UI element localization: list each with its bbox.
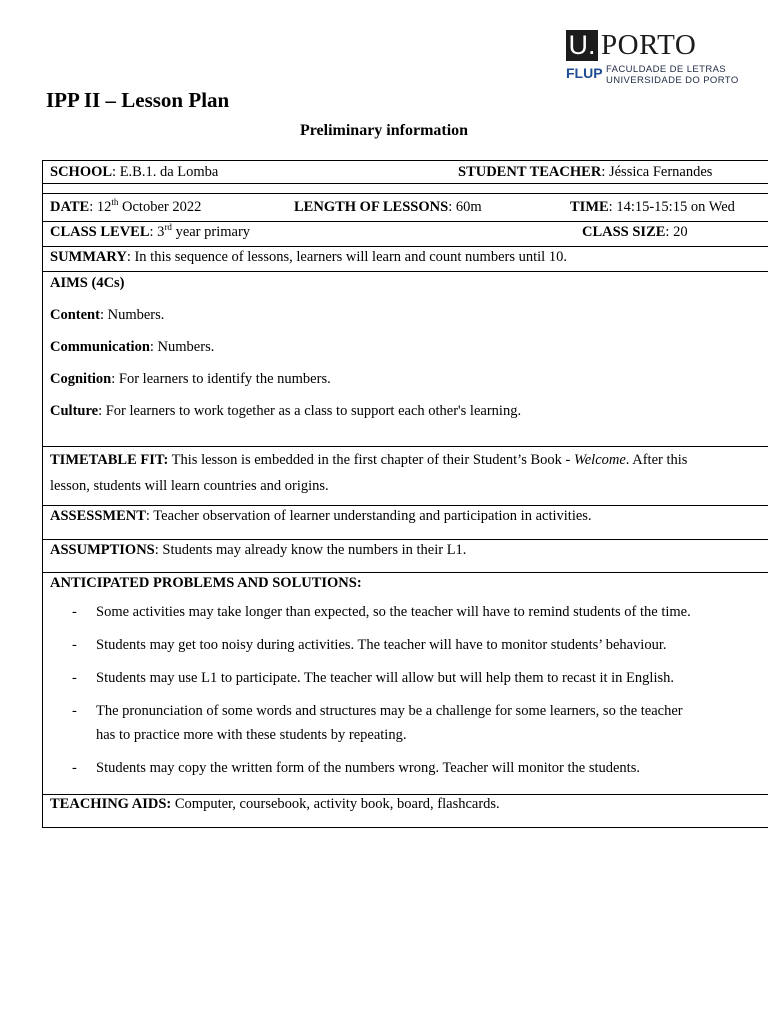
logo-flup-text: FLUP [566,65,603,81]
time-field [570,199,735,216]
teaching-aids-value: Computer, coursebook, activity book, board, flashcards. [171,796,500,812]
aims-cognition-value: : For learners to identify the numbers. [111,371,331,387]
bullet-dash: - [72,703,77,719]
problem-text: The pronunciation of some words and structures may be a challenge for some learners, so the teacher [96,703,683,719]
assessment-field [50,508,592,525]
logo-porto-text: PORTO [601,29,697,61]
school-value: : E.B.1. da Lomba [112,164,219,180]
assessment-value: : Teacher observation of learner understanding and participation in activities. [145,508,592,524]
list-item [50,600,768,624]
date-month-year: October 2022 [118,199,202,215]
class-row [43,222,768,247]
aims-communication-label: Communication [50,339,150,355]
aims-content [50,307,768,324]
aims-content-label: Content [50,307,100,323]
summary-field [50,249,567,266]
date-day: : 12 [89,199,112,215]
spacer-row [43,184,768,194]
lesson-plan-table [42,160,768,828]
problem-text: Students may get too noisy during activities. The teacher will have to monitor students’ behaviour. [96,637,667,653]
aims-section [43,272,768,447]
summary-value: : In this sequence of lessons, learners will learn and count numbers until 10. [126,249,567,265]
date-field [50,199,201,216]
aims-culture-label: Culture [50,403,99,419]
class-size-value: : 20 [665,224,688,240]
problem-text: Some activities may take longer than expected, so the teacher will have to remind students of the time. [96,604,691,620]
timetable-fit-line2: lesson, students will learn countries and origins. [50,478,329,494]
list-item [50,699,768,747]
problem-text-continued: has to practice more with these students by repeating. [96,727,407,743]
class-level-label: CLASS LEVEL [50,224,150,240]
assessment-row [43,506,768,540]
document-title: IPP II – Lesson Plan [46,88,230,112]
length-field [294,199,482,216]
timetable-fit-line1 [50,452,768,469]
aims-culture [50,403,768,420]
bullet-dash: - [72,760,77,776]
aims-culture-value: : For learners to work together as a class to support each other's learning. [98,403,522,419]
timetable-fit-book-title: Welcome [573,452,626,468]
bullet-dash: - [72,670,77,686]
time-label: TIME [570,199,609,215]
class-level-text: year primary [171,224,251,240]
problems-heading: ANTICIPATED PROBLEMS AND SOLUTIONS: [50,575,362,591]
problem-text: Students may copy the written form of the numbers wrong. Teacher will monitor the students. [96,760,640,776]
bullet-dash: - [72,637,77,653]
aims-heading: AIMS (4Cs) [50,275,125,291]
assumptions-label: ASSUMPTIONS [50,542,155,558]
class-level-ordinal: rd [164,222,172,233]
length-value: : 60m [448,199,482,215]
aims-communication-value: : Numbers. [149,339,215,355]
timetable-fit-text-end: . After this [625,452,688,468]
assumptions-field [50,542,466,559]
teaching-aids-row [43,795,768,827]
aims-content-value: : Numbers. [99,307,165,323]
summary-row [43,247,768,272]
school-field [50,164,218,181]
assessment-label: ASSESSMENT [50,508,146,524]
teaching-aids-label: TEACHING AIDS: [50,796,172,812]
time-value: : 14:15-15:15 on Wed [608,199,735,215]
date-label: DATE [50,199,90,215]
problems-section [43,573,768,795]
aims-cognition [50,371,768,388]
logo-faculty-line1: FACULDADE DE LETRAS [606,64,727,75]
class-level-field [50,224,250,241]
list-item [50,666,768,690]
aims-communication [50,339,768,356]
logo-u-mark: U. [566,30,598,61]
date-ordinal: th [111,197,119,208]
list-item [50,756,768,780]
assumptions-row [43,540,768,573]
timetable-fit-section [43,447,768,506]
problems-list [50,600,768,780]
section-subtitle: Preliminary information [299,122,469,139]
summary-label: SUMMARY [50,249,127,265]
assumptions-value: : Students may already know the numbers in their L1. [154,542,467,558]
bullet-dash: - [72,604,77,620]
class-size-label: CLASS SIZE [582,224,666,240]
aims-cognition-label: Cognition [50,371,112,387]
school-row [43,161,768,184]
logo-faculty-line2: UNIVERSIDADE DO PORTO [606,74,739,86]
student-teacher-field [458,164,712,181]
timetable-fit-text: This lesson is embedded in the first chapter of their Student’s Book - [168,452,574,468]
student-teacher-value: : Jéssica Fernandes [601,164,713,180]
student-teacher-label: STUDENT TEACHER [458,164,602,180]
list-item [50,633,768,657]
date-row [43,194,768,222]
timetable-fit-label: TIMETABLE FIT: [50,452,169,468]
class-size-field [582,224,688,241]
length-label: LENGTH OF LESSONS [294,199,449,215]
class-level-number: : 3 [149,224,165,240]
problem-text: Students may use L1 to participate. The teacher will allow but will help them to recast it in English. [96,670,674,686]
school-label: SCHOOL [50,164,113,180]
teaching-aids-field [50,796,500,813]
